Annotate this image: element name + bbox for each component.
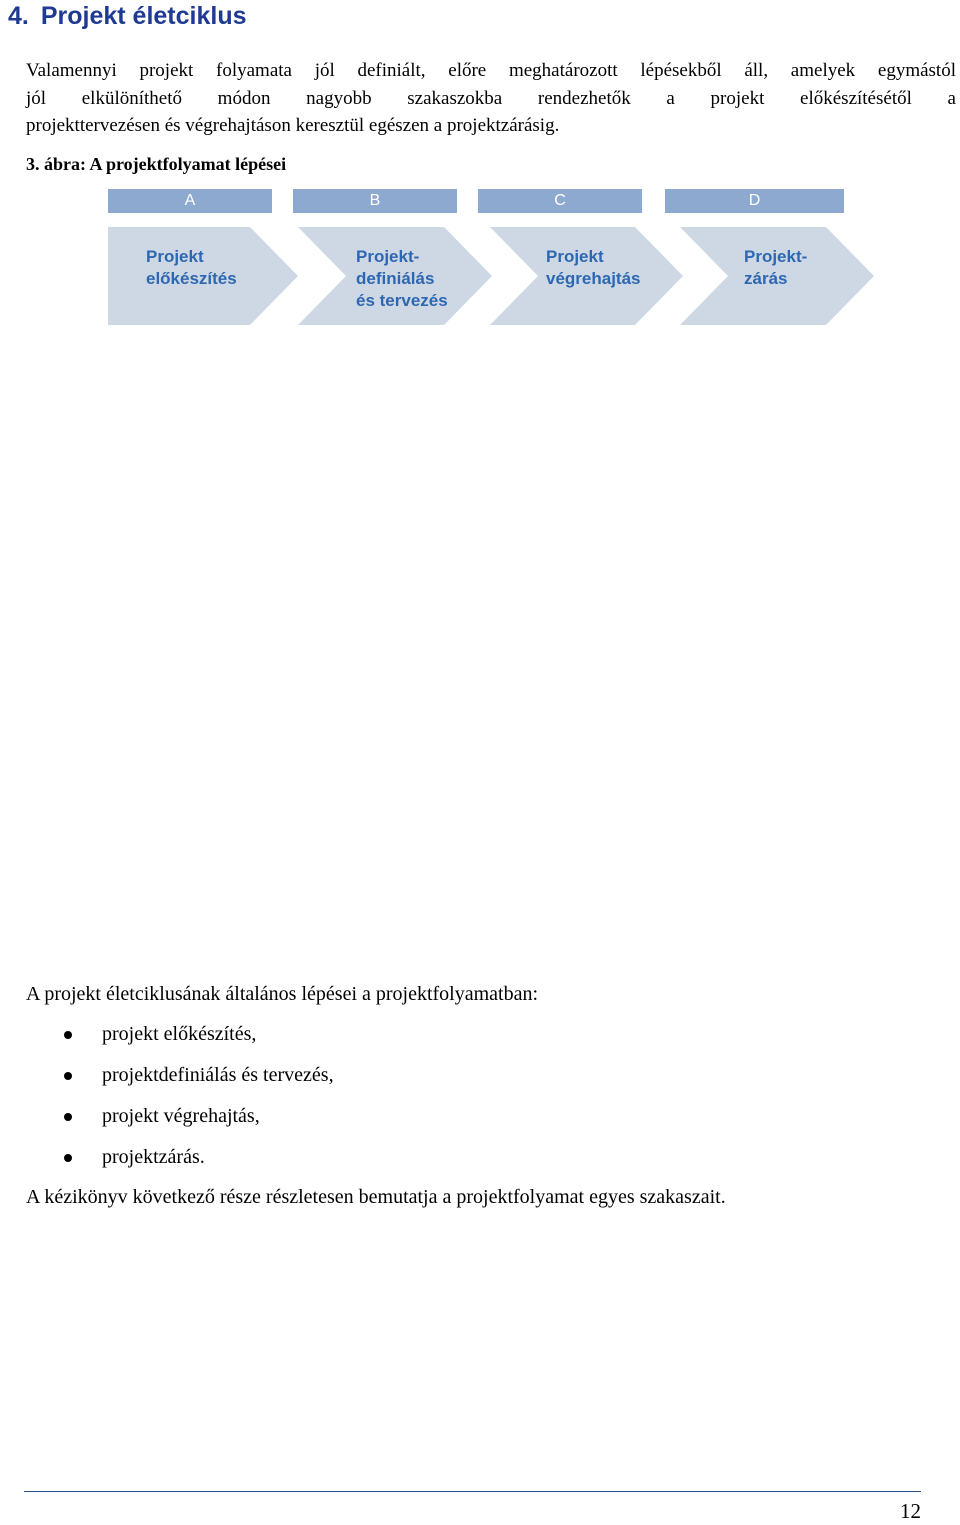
summary-lead: A projekt életciklusának általános lépései a projektfolyamatban: — [26, 983, 539, 1005]
list-item-text: projektdefiniálás és tervezés, — [102, 1064, 334, 1086]
phase-label-d: Projekt- zárás — [744, 247, 808, 288]
closing-sentence: A kézikönyv következő része részletesen bemutatja a projektfolyamat egyes szakaszait. — [26, 1186, 726, 1208]
intro-line-2: jól elkülöníthető módon nagyobb szakaszokba rendezhetők a projekt előkészítésétől a — [26, 87, 956, 109]
intro-line-3: projekttervezésen és végrehajtáson keresztül egészen a projektzárásig. — [26, 115, 560, 136]
phase-label-b: Projekt- definiálás és tervezés — [356, 247, 448, 310]
process-chevrons — [0, 0, 960, 340]
figure-caption: 3. ábra: A projektfolyamat lépései — [26, 154, 287, 174]
phase-tab-b: B — [293, 189, 457, 213]
bullet-icon — [64, 1154, 72, 1162]
list-item-text: projekt végrehajtás, — [102, 1105, 260, 1127]
phase-tab-d: D — [665, 189, 844, 213]
section-title: Projekt életciklus — [40, 2, 247, 30]
phase-label-c: Projekt végrehajtás — [546, 247, 641, 288]
bullet-icon — [64, 1031, 72, 1039]
phase-tab-c: C — [478, 189, 642, 213]
page-number: 12 — [900, 1499, 921, 1523]
bullet-icon — [64, 1113, 72, 1121]
section-number: 4. — [8, 2, 29, 30]
list-item-text: projektzárás. — [102, 1146, 205, 1168]
phase-label-a: Projekt előkészítés — [146, 247, 237, 288]
bullet-icon — [64, 1072, 72, 1080]
intro-line-1: Valamennyi projekt folyamata jól definiált, előre meghatározott lépésekből áll, amelyek egymástól — [26, 60, 956, 81]
footer-divider — [24, 1491, 921, 1492]
phase-tab-a: A — [108, 189, 272, 213]
list-item-text: projekt előkészítés, — [102, 1023, 257, 1045]
